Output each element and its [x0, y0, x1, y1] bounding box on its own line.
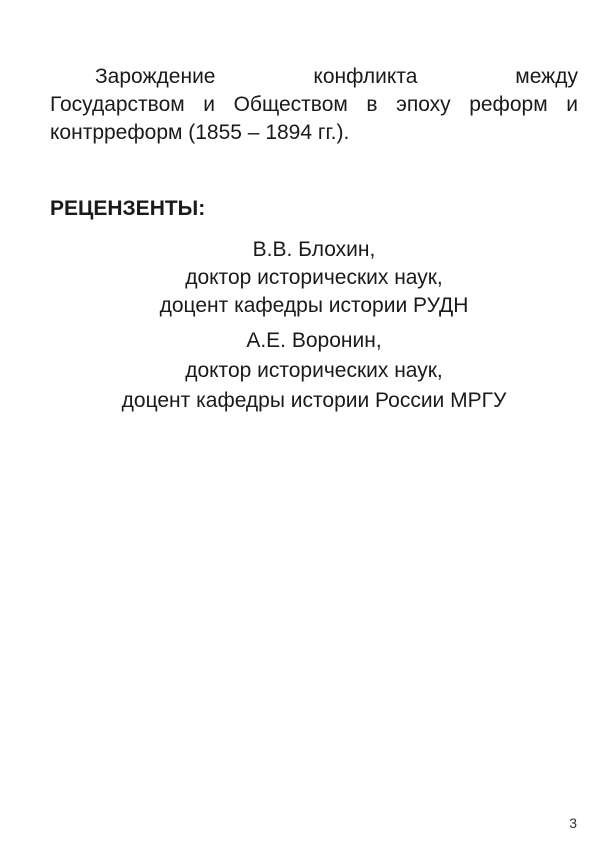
reviewer-block-1	[50, 236, 578, 320]
title-word: Зарождение	[95, 65, 216, 88]
title-word: в	[366, 93, 378, 116]
page-number: 3	[569, 815, 577, 831]
reviewer-name: В.В. Блохин,	[252, 238, 376, 261]
reviewer-degree: доктор исторических наук,	[185, 359, 443, 382]
title-line-3: контрреформ (1855 – 1894 гг.).	[50, 121, 350, 144]
title-word: Государством	[50, 93, 185, 116]
title-word: реформ	[469, 93, 548, 116]
reviewer-degree: доктор исторических наук,	[185, 266, 443, 289]
title-word: и	[566, 93, 578, 116]
title-word: конфликта	[313, 65, 418, 88]
reviewer-position: доцент кафедры истории РУДН	[159, 294, 469, 317]
title-line-2	[50, 91, 578, 119]
title-line-1	[50, 63, 578, 91]
reviewer-position: доцент кафедры истории России МРГУ	[121, 389, 507, 412]
title-word: Обществом	[233, 93, 348, 116]
reviewers-heading: РЕЦЕНЗЕНТЫ:	[50, 197, 206, 220]
reviewer-name: А.Е. Воронин,	[246, 329, 382, 352]
reviewer-block-2	[50, 326, 578, 416]
title-word: между	[515, 65, 578, 88]
title-word: эпоху	[396, 93, 451, 116]
title-word: и	[203, 93, 216, 116]
book-title-paragraph	[50, 63, 578, 147]
